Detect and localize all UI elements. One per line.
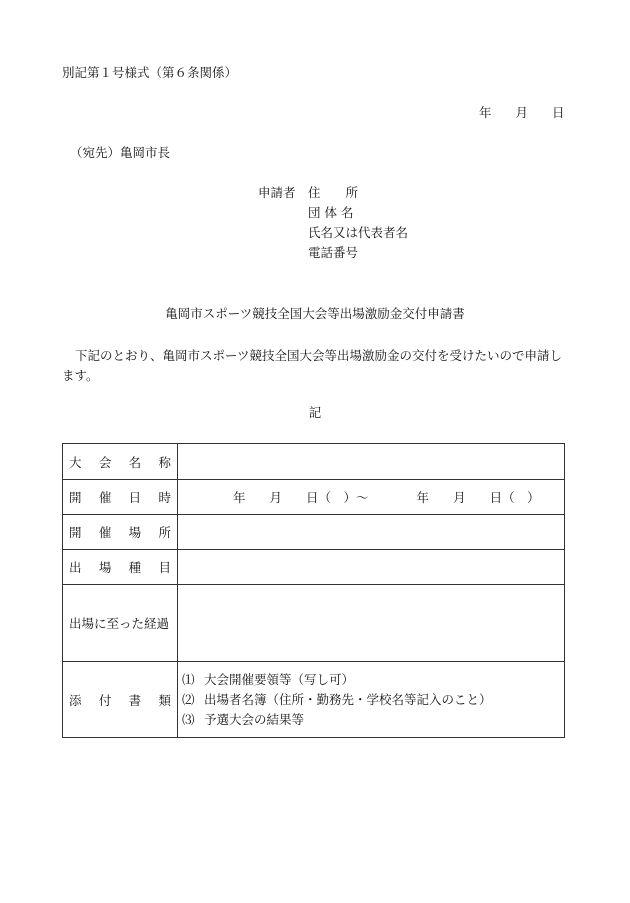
discipline-field[interactable]: [178, 550, 565, 585]
submission-date: [479, 105, 565, 121]
label-char: 種: [128, 560, 142, 575]
event-date-field[interactable]: [178, 480, 565, 515]
label-char: 時: [158, 490, 171, 505]
date-year-1: 年: [233, 490, 246, 505]
attachment-item: [178, 670, 564, 690]
label-char: 大: [69, 454, 82, 470]
label-char: 名: [128, 454, 142, 470]
label-char: 催: [98, 525, 112, 540]
event-name-label: [63, 444, 178, 480]
venue-field[interactable]: [178, 515, 565, 550]
attachments-label: [63, 662, 178, 738]
application-table: [62, 443, 565, 738]
ki-heading: 記: [308, 405, 322, 420]
label-char: 目: [158, 560, 171, 575]
form-number-label: 別記第１号様式（第６条関係）: [62, 65, 238, 80]
label-char: 所: [158, 525, 171, 540]
applicant-address-label: 住 所: [308, 185, 359, 200]
attachment-item: [178, 710, 564, 730]
label-char: 日: [128, 490, 142, 505]
label-char: 開: [69, 525, 82, 540]
attachment-item: [178, 690, 564, 710]
discipline-label: [63, 550, 178, 585]
date-month: 月: [515, 105, 529, 120]
date-year-2: 年: [416, 490, 430, 505]
event-date-label: [63, 480, 178, 515]
row-progress: [63, 585, 565, 662]
row-discipline: [63, 550, 565, 585]
row-event-date: [63, 480, 565, 515]
progress-field[interactable]: [178, 585, 565, 662]
label-char: 付: [98, 692, 112, 708]
attachments-list: [178, 662, 565, 738]
row-event-name: [63, 444, 565, 480]
label-char: 場: [128, 525, 142, 540]
date-year: 年: [479, 105, 492, 120]
row-venue: [63, 515, 565, 550]
addressee: （宛先）亀岡市長: [70, 145, 171, 160]
label-char: 類: [158, 692, 171, 708]
label-char: 催: [98, 490, 112, 505]
label-char: 場: [98, 560, 112, 575]
attachment-text: 予選大会の結果等: [204, 711, 305, 727]
attachment-number: ⑴: [182, 671, 195, 687]
date-day: 日: [552, 105, 565, 120]
applicant-name-label: 氏名又は代表者名: [308, 225, 409, 240]
body-text: 下記のとおり、亀岡市スポーツ競技全国大会等出場激励金の交付を受けたいので申請します。: [62, 348, 563, 383]
applicant-label: 申請者: [258, 185, 296, 200]
date-day-2: 日（ ）: [489, 490, 540, 505]
row-attachments: [63, 662, 565, 738]
attachment-number: ⑶: [182, 711, 195, 727]
attachment-text: 大会開催要領等（写し可）: [204, 671, 355, 687]
label-char: 称: [158, 454, 171, 470]
label-char: 会: [98, 454, 112, 470]
date-day-1: 日（ ）〜: [306, 490, 369, 505]
event-name-field[interactable]: [178, 444, 565, 480]
label-char: 開: [69, 490, 82, 505]
applicant-org-label: 団 体 名: [308, 205, 354, 220]
venue-label: [63, 515, 178, 550]
attachment-text: 出場者名簿（住所・勤務先・学校名等記入のこと）: [204, 691, 492, 707]
label-char: 出: [69, 560, 82, 575]
date-month-1: 月: [269, 490, 283, 505]
label-char: 書: [128, 692, 142, 708]
label-char: 添: [69, 692, 82, 708]
document-title: 亀岡市スポーツ競技全国大会等出場激励金交付申請書: [165, 306, 465, 321]
applicant-phone-label: 電話番号: [308, 245, 359, 260]
progress-label: 出場に至った経過: [63, 585, 178, 662]
attachment-number: ⑵: [182, 691, 195, 707]
date-month-2: 月: [453, 490, 466, 505]
